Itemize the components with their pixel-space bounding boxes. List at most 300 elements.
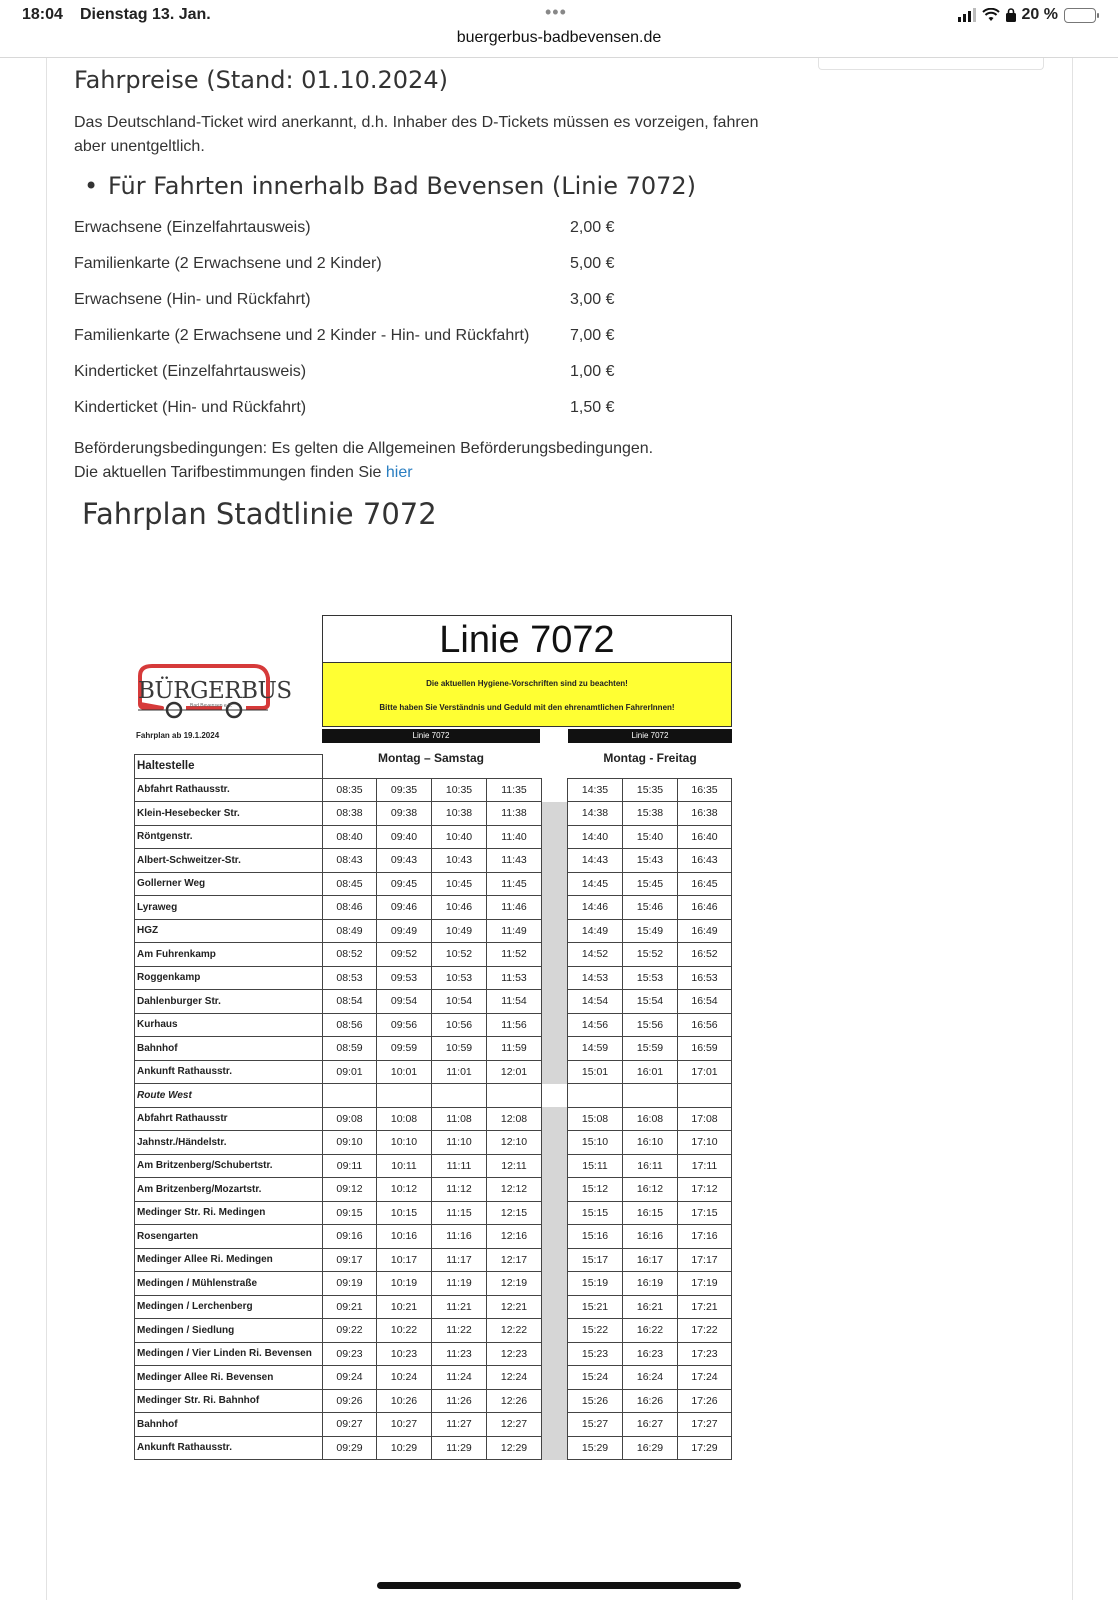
stop-name: Abfahrt Rathausstr <box>135 1107 323 1131</box>
time-cell: 10:29 <box>377 1436 432 1460</box>
bullet-icon: • <box>84 172 99 200</box>
separator-cell <box>542 1248 568 1272</box>
time-cell: 15:40 <box>623 825 678 849</box>
tariff-link[interactable]: hier <box>385 464 413 481</box>
time-cell: 09:54 <box>377 990 432 1014</box>
time-cell: 15:56 <box>623 1013 678 1037</box>
table-row <box>135 1436 732 1460</box>
time-cell: 11:22 <box>432 1319 487 1343</box>
time-cell: 16:40 <box>678 825 732 849</box>
time-cell: 11:12 <box>432 1178 487 1202</box>
time-cell <box>568 1084 623 1108</box>
time-cell: 11:19 <box>432 1272 487 1296</box>
fare-row <box>74 399 634 421</box>
route-row <box>135 1084 732 1108</box>
table-row <box>135 1319 732 1343</box>
separator-cell <box>542 1436 568 1460</box>
time-cell: 16:21 <box>623 1295 678 1319</box>
time-cell: 15:49 <box>623 919 678 943</box>
separator-cell <box>542 1084 568 1108</box>
time-cell: 16:38 <box>678 802 732 826</box>
time-cell: 09:52 <box>377 943 432 967</box>
time-cell: 09:01 <box>323 1060 377 1084</box>
table-row <box>135 1225 732 1249</box>
time-cell: 10:01 <box>377 1060 432 1084</box>
time-cell: 14:45 <box>568 872 623 896</box>
time-cell: 10:45 <box>432 872 487 896</box>
time-cell: 17:27 <box>678 1413 732 1437</box>
fare-label: Kinderticket (Einzelfahrtausweis) <box>74 363 307 380</box>
time-cell: 15:23 <box>568 1342 623 1366</box>
time-cell: 12:16 <box>487 1225 542 1249</box>
stop-name: Route West <box>135 1084 323 1108</box>
time-cell <box>623 1084 678 1108</box>
timetable-grid <box>134 754 732 1460</box>
table-row <box>135 1037 732 1061</box>
time-cell: 17:22 <box>678 1319 732 1343</box>
time-cell: 16:08 <box>623 1107 678 1131</box>
time-cell: 08:38 <box>323 802 377 826</box>
time-cell <box>377 1084 432 1108</box>
time-cell: 09:46 <box>377 896 432 920</box>
time-cell: 15:16 <box>568 1225 623 1249</box>
time-cell: 14:53 <box>568 966 623 990</box>
time-cell: 10:11 <box>377 1154 432 1178</box>
time-cell: 11:45 <box>487 872 542 896</box>
stop-name: HGZ <box>135 919 323 943</box>
header-cell <box>678 755 732 779</box>
right-block-days: Montag - Freitag <box>603 751 697 765</box>
time-cell: 11:26 <box>432 1389 487 1413</box>
time-cell: 11:27 <box>432 1413 487 1437</box>
time-cell: 12:08 <box>487 1107 542 1131</box>
time-cell: 09:53 <box>377 966 432 990</box>
time-cell: 15:59 <box>623 1037 678 1061</box>
table-row <box>135 1295 732 1319</box>
table-row <box>135 1107 732 1131</box>
header-cell <box>377 755 432 779</box>
time-cell: 12:24 <box>487 1366 542 1390</box>
time-cell: 16:35 <box>678 778 732 802</box>
timetable-heading: Fahrplan Stadtlinie 7072 <box>82 497 437 531</box>
time-cell: 16:10 <box>623 1131 678 1155</box>
stop-name: Ankunft Rathausstr. <box>135 1060 323 1084</box>
time-cell: 11:56 <box>487 1013 542 1037</box>
time-cell: 10:12 <box>377 1178 432 1202</box>
time-cell: 11:35 <box>487 778 542 802</box>
time-cell: 17:17 <box>678 1248 732 1272</box>
time-cell: 09:10 <box>323 1131 377 1155</box>
time-cell: 08:49 <box>323 919 377 943</box>
time-cell: 14:46 <box>568 896 623 920</box>
time-cell: 16:17 <box>623 1248 678 1272</box>
time-cell: 12:12 <box>487 1178 542 1202</box>
time-cell: 10:15 <box>377 1201 432 1225</box>
separator-cell <box>542 1131 568 1155</box>
time-cell: 17:19 <box>678 1272 732 1296</box>
battery-percent: 20 % <box>1021 6 1058 23</box>
time-cell: 11:15 <box>432 1201 487 1225</box>
time-cell: 10:17 <box>377 1248 432 1272</box>
stop-name: Abfahrt Rathausstr. <box>135 778 323 802</box>
time-cell: 09:15 <box>323 1201 377 1225</box>
time-cell: 15:26 <box>568 1389 623 1413</box>
time-cell: 15:38 <box>623 802 678 826</box>
content-border-left <box>46 58 47 1600</box>
table-row <box>135 1060 732 1084</box>
table-row <box>135 1201 732 1225</box>
ticket-info-text: Das Deutschland-Ticket wird anerkannt, d.h. Inhaber des D-Tickets müssen es vorzeigen, fahren aber unentgeltlich. <box>74 114 759 155</box>
fares-subheading-text: Für Fahrten innerhalb Bad Bevensen (Linie 7072) <box>108 172 697 200</box>
time-cell: 08:43 <box>323 849 377 873</box>
table-row <box>135 919 732 943</box>
time-cell: 15:27 <box>568 1413 623 1437</box>
time-cell: 16:26 <box>623 1389 678 1413</box>
fare-price: 1,00 € <box>570 363 615 380</box>
time-cell: 09:27 <box>323 1413 377 1437</box>
table-row <box>135 1131 732 1155</box>
line-title: Linie 7072 <box>322 615 732 663</box>
separator-cell <box>542 1366 568 1390</box>
table-row <box>135 1154 732 1178</box>
fares-heading: Fahrpreise (Stand: 01.10.2024) <box>74 66 448 94</box>
clock: 18:04 <box>22 6 63 23</box>
time-cell: 17:11 <box>678 1154 732 1178</box>
time-cell: 16:19 <box>623 1272 678 1296</box>
fare-label: Erwachsene (Hin- und Rückfahrt) <box>74 291 311 308</box>
time-cell: 15:53 <box>623 966 678 990</box>
separator-cell <box>542 1060 568 1084</box>
separator-cell <box>542 1413 568 1437</box>
separator-cell <box>542 1013 568 1037</box>
time-cell: 16:49 <box>678 919 732 943</box>
table-row <box>135 966 732 990</box>
fare-label: Familienkarte (2 Erwachsene und 2 Kinder) <box>74 255 382 272</box>
separator-cell <box>542 1225 568 1249</box>
time-cell: 09:11 <box>323 1154 377 1178</box>
time-cell: 10:22 <box>377 1319 432 1343</box>
time-cell: 16:16 <box>623 1225 678 1249</box>
stop-name: Medinger Str. Ri. Medingen <box>135 1201 323 1225</box>
time-cell: 10:40 <box>432 825 487 849</box>
time-cell: 08:54 <box>323 990 377 1014</box>
time-cell: 12:27 <box>487 1413 542 1437</box>
time-cell: 11:52 <box>487 943 542 967</box>
stop-name: Medingen / Lerchenberg <box>135 1295 323 1319</box>
separator-cell <box>542 1295 568 1319</box>
stop-name: Roggenkamp <box>135 966 323 990</box>
timetable-header-row <box>135 755 732 779</box>
time-cell: 17:10 <box>678 1131 732 1155</box>
valid-from: Fahrplan ab 19.1.2024 <box>136 731 220 740</box>
time-cell: 16:23 <box>623 1342 678 1366</box>
time-cell: 10:08 <box>377 1107 432 1131</box>
stop-name: Dahlenburger Str. <box>135 990 323 1014</box>
time-cell: 09:43 <box>377 849 432 873</box>
time-cell: 11:53 <box>487 966 542 990</box>
right-block-line: Linie 7072 <box>568 729 732 743</box>
time-cell: 11:43 <box>487 849 542 873</box>
time-cell: 11:54 <box>487 990 542 1014</box>
time-cell: 14:40 <box>568 825 623 849</box>
time-cell: 17:29 <box>678 1436 732 1460</box>
table-row <box>135 1272 732 1296</box>
stop-name: Medingen / Siedlung <box>135 1319 323 1343</box>
table-row <box>135 943 732 967</box>
fares-subheading <box>84 172 696 200</box>
time-cell: 11:46 <box>487 896 542 920</box>
time-cell: 11:59 <box>487 1037 542 1061</box>
table-row <box>135 778 732 802</box>
notice-box <box>322 663 732 727</box>
stop-name: Kurhaus <box>135 1013 323 1037</box>
stop-name: Medinger Str. Ri. Bahnhof <box>135 1389 323 1413</box>
left-block-line: Linie 7072 <box>322 729 540 743</box>
time-cell: 14:59 <box>568 1037 623 1061</box>
time-cell: 08:53 <box>323 966 377 990</box>
content-border-right <box>1072 58 1073 1600</box>
stop-name: Röntgenstr. <box>135 825 323 849</box>
wifi-icon <box>982 8 1000 22</box>
separator-cell <box>542 1154 568 1178</box>
stop-name: Ankunft Rathausstr. <box>135 1436 323 1460</box>
table-row <box>135 802 732 826</box>
time-cell: 10:16 <box>377 1225 432 1249</box>
time-cell: 10:52 <box>432 943 487 967</box>
time-cell: 09:24 <box>323 1366 377 1390</box>
stop-name: Am Britzenberg/Schubertstr. <box>135 1154 323 1178</box>
time-cell: 17:08 <box>678 1107 732 1131</box>
time-cell: 10:23 <box>377 1342 432 1366</box>
header-cell <box>542 755 568 779</box>
time-cell: 08:35 <box>323 778 377 802</box>
time-cell: 15:21 <box>568 1295 623 1319</box>
time-cell: 11:49 <box>487 919 542 943</box>
time-cell: 11:10 <box>432 1131 487 1155</box>
time-cell: 10:53 <box>432 966 487 990</box>
time-cell: 09:17 <box>323 1248 377 1272</box>
time-cell: 09:40 <box>377 825 432 849</box>
time-cell: 08:45 <box>323 872 377 896</box>
time-cell: 10:24 <box>377 1366 432 1390</box>
patience-notice: Bitte haben Sie Verständnis und Geduld mit den ehrenamtlichen FahrerInnen! <box>379 703 675 712</box>
separator-cell <box>542 966 568 990</box>
fare-row <box>74 219 634 241</box>
time-cell: 14:35 <box>568 778 623 802</box>
table-row <box>135 1366 732 1390</box>
table-row <box>135 1178 732 1202</box>
time-cell: 16:22 <box>623 1319 678 1343</box>
table-row <box>135 1248 732 1272</box>
stop-name: Rosengarten <box>135 1225 323 1249</box>
time-cell: 15:01 <box>568 1060 623 1084</box>
time-cell: 15:12 <box>568 1178 623 1202</box>
time-cell: 15:43 <box>623 849 678 873</box>
stop-name: Am Britzenberg/Mozartstr. <box>135 1178 323 1202</box>
separator-cell <box>542 990 568 1014</box>
status-bar <box>0 0 1118 58</box>
time-cell: 11:21 <box>432 1295 487 1319</box>
time-cell: 12:29 <box>487 1436 542 1460</box>
time-cell: 10:46 <box>432 896 487 920</box>
separator-cell <box>542 1178 568 1202</box>
time-cell: 08:56 <box>323 1013 377 1037</box>
stop-name: Gollerner Weg <box>135 872 323 896</box>
fare-price: 2,00 € <box>570 219 615 236</box>
fare-label: Familienkarte (2 Erwachsene und 2 Kinder - Hin- und Rückfahrt) <box>74 327 530 344</box>
table-row <box>135 1413 732 1437</box>
separator-cell <box>542 943 568 967</box>
logo-text: BÜRGERBUS <box>138 678 292 704</box>
time-cell: 15:11 <box>568 1154 623 1178</box>
time-cell: 17:24 <box>678 1366 732 1390</box>
conditions-text <box>74 437 653 485</box>
time-cell: 10:26 <box>377 1389 432 1413</box>
time-cell: 15:22 <box>568 1319 623 1343</box>
time-cell: 08:59 <box>323 1037 377 1061</box>
time-cell: 11:40 <box>487 825 542 849</box>
time-cell: 16:01 <box>623 1060 678 1084</box>
table-row <box>135 872 732 896</box>
table-row <box>135 849 732 873</box>
time-cell: 16:12 <box>623 1178 678 1202</box>
stop-name: Lyraweg <box>135 896 323 920</box>
url-bar[interactable]: buergerbus-badbevensen.de <box>456 29 662 46</box>
table-row <box>135 1342 732 1366</box>
time-cell <box>323 1084 377 1108</box>
time-cell: 11:08 <box>432 1107 487 1131</box>
time-cell: 17:23 <box>678 1342 732 1366</box>
time-cell: 09:08 <box>323 1107 377 1131</box>
fare-label: Kinderticket (Hin- und Rückfahrt) <box>74 399 307 416</box>
time-cell: 12:26 <box>487 1389 542 1413</box>
time-cell: 09:45 <box>377 872 432 896</box>
time-cell: 15:15 <box>568 1201 623 1225</box>
separator-cell <box>542 825 568 849</box>
time-cell: 15:54 <box>623 990 678 1014</box>
time-cell: 10:54 <box>432 990 487 1014</box>
header-cell <box>568 755 623 779</box>
fare-row <box>74 363 634 385</box>
more-dots-icon[interactable]: ••• <box>545 2 567 22</box>
time-cell: 16:15 <box>623 1201 678 1225</box>
time-cell: 12:17 <box>487 1248 542 1272</box>
time-cell: 16:52 <box>678 943 732 967</box>
time-cell: 17:15 <box>678 1201 732 1225</box>
header-cell <box>323 755 377 779</box>
header-cell <box>432 755 487 779</box>
time-cell: 10:19 <box>377 1272 432 1296</box>
hygiene-notice: Die aktuellen Hygiene-Vorschriften sind zu beachten! <box>426 679 628 688</box>
time-cell: 15:10 <box>568 1131 623 1155</box>
time-cell: 11:01 <box>432 1060 487 1084</box>
time-cell: 09:22 <box>323 1319 377 1343</box>
time-cell: 10:59 <box>432 1037 487 1061</box>
cellular-signal-icon <box>958 8 976 22</box>
fare-row <box>74 327 634 349</box>
fare-price: 1,50 € <box>570 399 615 416</box>
time-cell: 16:59 <box>678 1037 732 1061</box>
time-cell: 12:10 <box>487 1131 542 1155</box>
time-cell: 16:11 <box>623 1154 678 1178</box>
stop-name: Albert-Schweitzer-Str. <box>135 849 323 873</box>
time-cell: 16:43 <box>678 849 732 873</box>
stop-name: Bahnhof <box>135 1037 323 1061</box>
fare-price: 3,00 € <box>570 291 615 308</box>
home-indicator[interactable] <box>377 1582 741 1589</box>
time-cell <box>678 1084 732 1108</box>
header-cell <box>487 755 542 779</box>
separator-cell <box>542 1389 568 1413</box>
time-cell: 14:56 <box>568 1013 623 1037</box>
time-cell: 12:15 <box>487 1201 542 1225</box>
separator-cell <box>542 919 568 943</box>
time-cell: 11:24 <box>432 1366 487 1390</box>
time-cell <box>432 1084 487 1108</box>
stop-name: Am Fuhrenkamp <box>135 943 323 967</box>
time-cell: 16:29 <box>623 1436 678 1460</box>
time-cell: 15:29 <box>568 1436 623 1460</box>
tariff-line <box>74 461 653 485</box>
header-cell <box>623 755 678 779</box>
time-cell: 09:26 <box>323 1389 377 1413</box>
time-cell: 09:12 <box>323 1178 377 1202</box>
time-cell: 17:16 <box>678 1225 732 1249</box>
separator-cell <box>542 1107 568 1131</box>
time-cell: 14:43 <box>568 849 623 873</box>
time-cell: 16:27 <box>623 1413 678 1437</box>
stop-name: Medingen / Mühlenstraße <box>135 1272 323 1296</box>
time-cell: 12:01 <box>487 1060 542 1084</box>
time-cell: 15:46 <box>623 896 678 920</box>
time-cell: 10:21 <box>377 1295 432 1319</box>
buergerbus-logo <box>134 660 292 720</box>
separator-cell <box>542 1342 568 1366</box>
system-indicators <box>958 6 1096 24</box>
time-cell: 11:23 <box>432 1342 487 1366</box>
time-cell: 15:35 <box>623 778 678 802</box>
time-cell: 14:54 <box>568 990 623 1014</box>
time-cell: 09:49 <box>377 919 432 943</box>
table-row <box>135 825 732 849</box>
lock-rotation-icon <box>1006 8 1016 22</box>
time-cell: 16:53 <box>678 966 732 990</box>
stop-name: Bahnhof <box>135 1413 323 1437</box>
stop-name: Klein-Hesebecker Str. <box>135 802 323 826</box>
time-cell: 15:45 <box>623 872 678 896</box>
separator-cell <box>542 896 568 920</box>
separator-cell <box>542 872 568 896</box>
time-cell: 11:11 <box>432 1154 487 1178</box>
time-cell: 16:46 <box>678 896 732 920</box>
date: Dienstag 13. Jan. <box>80 6 211 23</box>
time-cell: 10:27 <box>377 1413 432 1437</box>
time-cell: 17:12 <box>678 1178 732 1202</box>
logo-subtext: Bad Bevensen e.V. <box>190 703 233 709</box>
time-cell: 17:21 <box>678 1295 732 1319</box>
time-cell: 11:29 <box>432 1436 487 1460</box>
left-block-days: Montag – Samstag <box>377 751 485 765</box>
time-cell: 12:22 <box>487 1319 542 1343</box>
fare-price: 7,00 € <box>570 327 615 344</box>
time-cell: 12:23 <box>487 1342 542 1366</box>
time-cell: 14:52 <box>568 943 623 967</box>
separator-cell <box>542 1272 568 1296</box>
time-cell: 17:26 <box>678 1389 732 1413</box>
table-row <box>135 1013 732 1037</box>
time-cell: 08:46 <box>323 896 377 920</box>
time-cell: 10:35 <box>432 778 487 802</box>
